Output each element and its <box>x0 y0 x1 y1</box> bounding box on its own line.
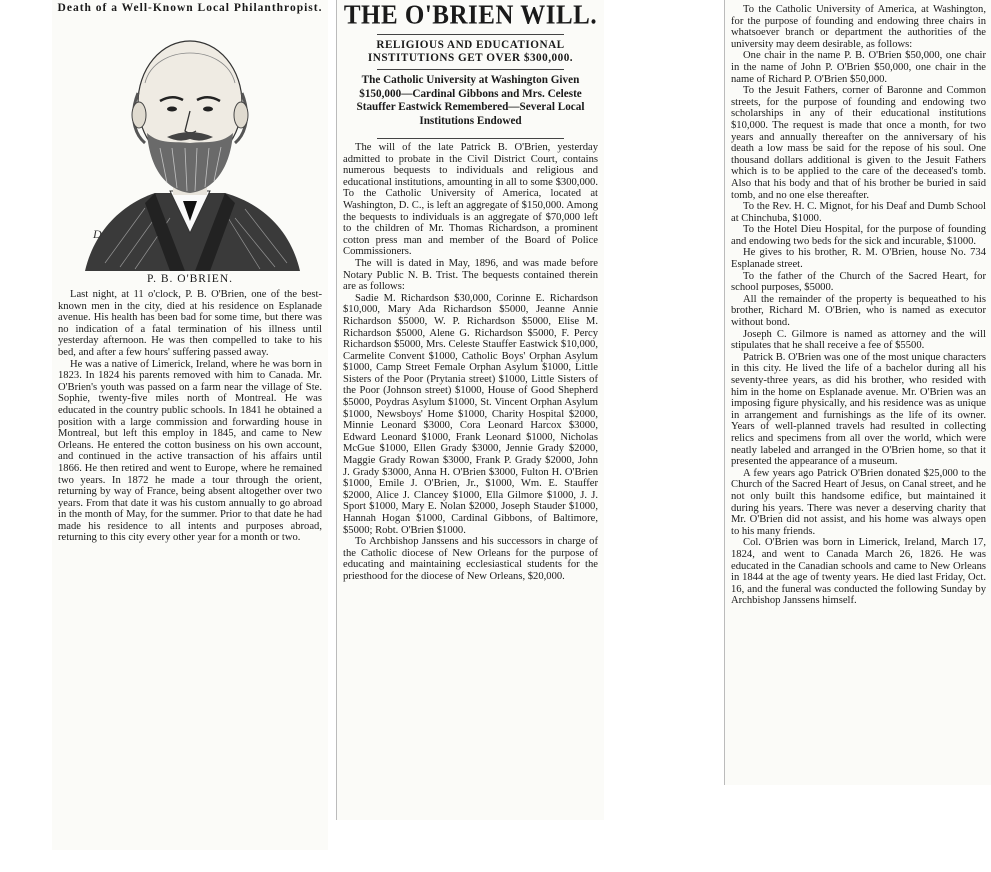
article-paragraph: Sadie M. Richardson $30,000, Corinne E. Richardson $10,000, Mary Ada Richardson $5000, Jeanne Annie Richardson $5000, W. P. Richardson $5000, Elise M. Richardson $5000, Alene G. Richardson $5000, F. Percy Richardson $5000, Mrs. Celeste Stauffer Eastwick $10,000, Carmelite Convent $1000, Catholic Boys' Orphan Asylum $1000, Camp Street Female Orphan Asylum $1000, Little Sisters of the Poor (Prytania street) $1000, Little Sisters of the Poor (Johnson street) $1000, House of Good Shepherd $5000, Poydras Asylum $1000, St. Vincent Orphan Asylum $1000, Newsboys' Home $1000, Charity Hospital $2000, Minnie Leonard $3000, Cora Leonard Harcox $3000, Edward Leonard $1000, Frank Leonard $1000, Nicholas McGue $1000, Ellen Grady $3000, Jennie Grady $2000, Maggie Grady Rowan $3000, Frank P. Grady $2000, John J. Grady $3000, Anna H. O'Brien $3000, Fulton H. O'Brien $1000, Emile J. O'Brien, Jr., $1000, Wm. E. Stauffer $2000, Alice J. Clancey $1000, Ella Gilmore $1000, J. J. Sport $1000, Mary E. Nolan $2000, Joseph Stauder $1000, Hannah Hogan $1000, Cardinal Gibbons, of Baltimore, $5000; Robt. O'Brien $1000. <box>343 292 598 536</box>
article-deck: RELIGIOUS AND EDUCATIONAL INSTITUTIONS GET OVER $300,000. <box>367 39 574 64</box>
svg-text:D: D <box>93 227 102 241</box>
continuation-paragraph: Joseph C. Gilmore is named as attorney and the will stipulates that he shall receive a fee of $5500. <box>731 328 986 352</box>
headline-rule <box>377 34 564 35</box>
continuation-body <box>725 0 991 607</box>
obituary-paragraph: He was a native of Limerick, Ireland, where he was born in 1823. In 1824 his parents removed with him to Canada. Mr. O'Brien's youth was passed on a farm near the village of Ste. Sophie, twenty-five miles north of Montreal. He was educated in the country public schools. In 1841 he obtained a position with a large commission and forwarding house in Montreal, but left this employ in 1845, and came to New Orleans. He entered the cotton business on his own account, and continued in the active transaction of his affairs until 1866. He then retired and went to Europe, where he remained two years. In 1872 he made a tour through the orient, returning by way of France, being absent altogether over two years. From that date it was his custom annually to go abroad in the month of May, for the summer. Prior to that date he had made his residence to all intents and purposes abroad, returning to this city every other year for a month or two. <box>58 358 322 544</box>
continuation-paragraph: To the Catholic University of America, at Washington, for the purpose of founding and endowing three chairs in whatsoever branch or department the authorities of the university may deem desirable, as follows: <box>731 4 986 50</box>
continuation-paragraph: Col. O'Brien was born in Limerick, Ireland, March 17, 1824, and went to Canada March 26, 1826. He was educated in the Canadian schools and came to New Orleans in 1844 at the age of twenty years. He died last Friday, Oct. 16, and the funeral was conducted the following Sunday by Archbishop Janssens himself. <box>731 537 986 607</box>
article-subdeck: The Catholic University at Washington Given $150,000—Cardinal Gibbons and Mrs. Celeste Stauffer Eastwick Remembered—Several Local Institutions Endowed <box>356 74 585 127</box>
obituary-paragraph: Last night, at 11 o'clock, P. B. O'Brien, one of the best-known men in the city, died at his residence on Esplanade avenue. His health has been bad for some time, but there was no indication of a fatal termination of his illness until yesterday afternoon. He was then compelled to take to his bed, and after a few hours' suffering passed away. <box>58 289 322 358</box>
portrait-engraving <box>75 23 305 271</box>
continuation-paragraph: All the remainder of the property is bequeathed to his brother, Richard M. O'Brien, who is named as executor without bond. <box>731 293 986 329</box>
continuation-paragraph: A few years ago Patrick O'Brien donated $25,000 to the Church of the Sacred Heart of Jesus, on Canal street, and he not only built this handsome edifice, but maintained it during his years. There was never a deserving charity that Mr. O'Brien did not assist, and his home was always open to his many friends. <box>731 467 986 537</box>
article-paragraph: The will is dated in May, 1896, and was made before Notary Public N. B. Trist. The bequests contained therein are as follows: <box>343 257 598 293</box>
continuation-paragraph: To the father of the Church of the Sacred Heart, for school purposes, $5000. <box>731 270 986 294</box>
article-paragraph: To Archbishop Janssens and his successors in charge of the Catholic diocese of New Orleans for the purpose of educating and maintaining ecclesiastical students for the priesthood for the diocese of New Orleans, $20,000. <box>343 536 598 582</box>
continuation-paragraph: To the Hotel Dieu Hospital, for the purpose of founding and endowing two beds for the sick and incurable, $1000. <box>731 224 986 247</box>
portrait-caption: P. B. O'BRIEN. <box>146 273 234 285</box>
obituary-clipping <box>52 0 328 850</box>
obituary-body <box>52 289 328 544</box>
obituary-kicker: Death of a Well-Known Local Philanthropist. <box>57 2 323 14</box>
will-article-body <box>337 142 604 583</box>
deck-rule <box>377 69 564 70</box>
will-article-clipping <box>336 0 604 820</box>
continuation-paragraph: To the Jesuit Fathers, corner of Baronne and Common streets, for the purpose of founding and endowing two scholarships in any of their educational institutions $10,000. The request is made that once a month, for two years and annually thereafter on the anniversary of his death a low mass be said for the repose of his soul. One thousand dollars additional is given to the Jesuit Fathers which is to be applied to the care of the deceased's tomb. Also that his body and that of his brother be buried in said tomb, and no one else thereafter. <box>731 85 986 201</box>
continuation-paragraph: One chair in the name P. B. O'Brien $50,000, one chair in the name of John P. O'Brien $50,000, one chair in the name of Richard P. O'Brien $50,000. <box>731 50 986 85</box>
subdeck-rule <box>377 138 564 139</box>
continuation-paragraph: Patrick B. O'Brien was one of the most unique characters in this city. He lived the life of a bachelor during all his seventy-three years, as did his brother, who resided with him in the home on Esplanade avenue. Mr. O'Brien was an imposing figure physically, and his residence was as unique in arrangement and furnishings as the life of its owner. Years of well-planned travels had resulted in collecting relics and specimens from all over the world, which were neatly labeled and arranged in the O'Brien home, so that it presented the appearance of a museum. <box>731 351 986 468</box>
continuation-clipping <box>724 0 991 785</box>
continuation-paragraph: He gives to his brother, R. M. O'Brien, house No. 734 Esplanade street. <box>731 247 986 271</box>
article-paragraph: The will of the late Patrick B. O'Brien, yesterday admitted to probate in the Civil District Court, contains numerous bequests to individuals and religious and educational institutions, amounting in all to some $300,000. To the Catholic University of America, located at Washington, D. C., is left an aggregate of $150,000. Among the bequests to individuals is an aggregate of $70,000 left to the children of Mr. Thomas Richardson, a prominent cotton press man and member of the Board of Police Commissioners. <box>343 142 598 258</box>
continuation-paragraph: To the Rev. H. C. Mignot, for his Deaf and Dumb School at Chinchuba, $1000. <box>731 201 986 224</box>
article-headline: THE O'BRIEN WILL. <box>343 0 598 31</box>
